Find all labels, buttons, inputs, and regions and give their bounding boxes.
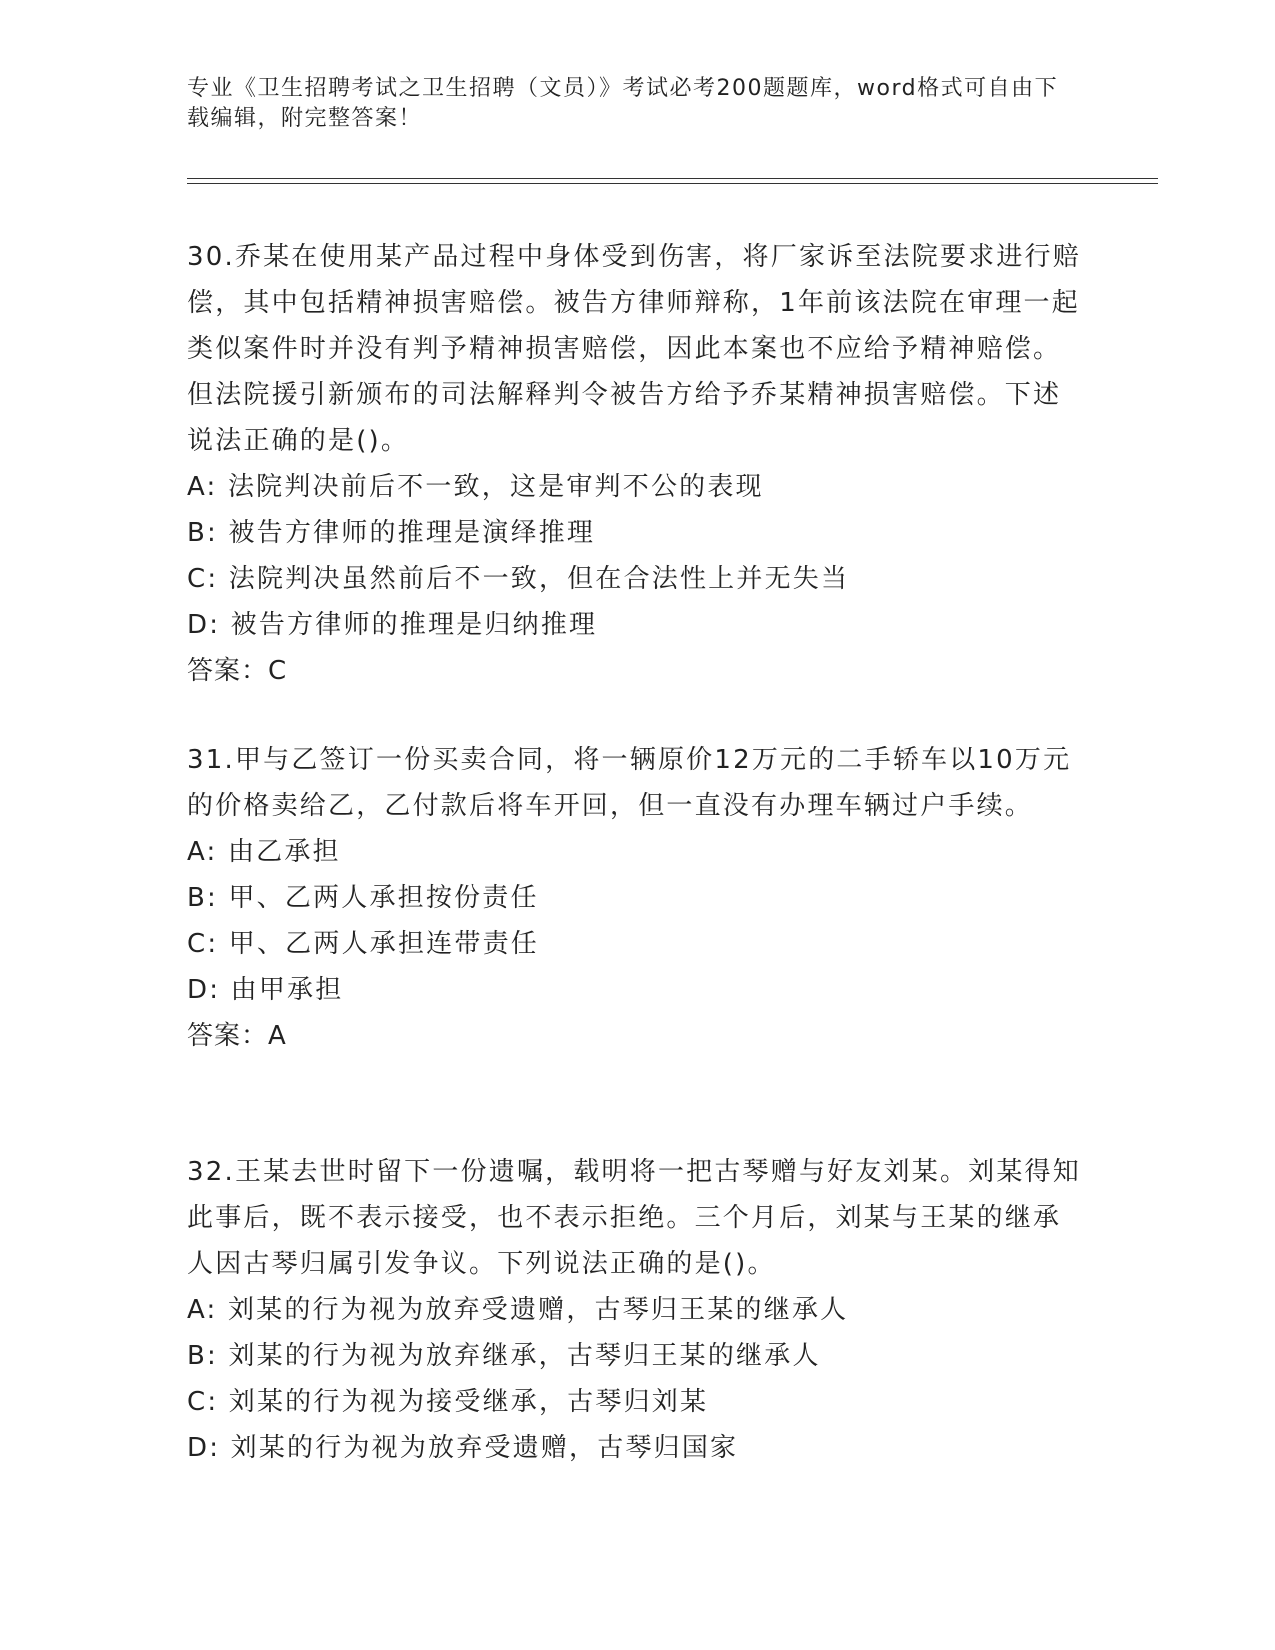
question-stem: 30.乔某在使用某产品过程中身体受到伤害，将厂家诉至法院要求进行赔偿，其中包括精神损害赔偿。被告方律师辩称，1年前该法院在审理一起类似案件时并没有判予精神损害赔偿，因此本案也不应给予精神赔偿。但法院援引新颁布的司法解释判令被告方给予乔某精神损害赔偿。下述说法正确的是()。: [187, 242, 1081, 456]
option-b: B: 刘某的行为视为放弃继承，古琴归王某的继承人: [187, 1341, 821, 1371]
option-c: C: 甲、乙两人承担连带责任: [187, 929, 539, 959]
option-c: C: 法院判决虽然前后不一致，但在合法性上并无失当: [187, 564, 850, 594]
document-header: 专业《卫生招聘考试之卫生招聘（文员）》考试必考200题题库，word格式可自由下载编辑，附完整答案！: [187, 76, 1059, 131]
option-d: D: 被告方律师的推理是归纳推理: [187, 610, 598, 640]
question-stem: 32.王某去世时留下一份遗嘱，载明将一把古琴赠与好友刘某。刘某得知此事后，既不表示接受，也不表示拒绝。三个月后，刘某与王某的继承人因古琴归属引发争议。下列说法正确的是()。: [187, 1157, 1081, 1279]
option-a: A: 由乙承担: [187, 837, 341, 867]
question-stem: 31.甲与乙签订一份买卖合同，将一辆原价12万元的二手轿车以10万元的价格卖给乙，乙付款后将车开回，但一直没有办理车辆过户手续。: [187, 745, 1072, 821]
header-divider-top: [187, 178, 1158, 179]
option-a: A: 刘某的行为视为放弃受遗赠，古琴归王某的继承人: [187, 1295, 849, 1325]
question-30: [187, 234, 1087, 694]
question-32: [187, 1149, 1087, 1471]
option-d: D: 刘某的行为视为放弃受遗赠，古琴归国家: [187, 1433, 739, 1463]
header-divider-bottom: [187, 183, 1158, 184]
option-a: A: 法院判决前后不一致，这是审判不公的表现: [187, 472, 764, 502]
question-31: [187, 737, 1087, 1059]
answer: 答案：A: [187, 1021, 287, 1051]
option-b: B: 被告方律师的推理是演绎推理: [187, 518, 596, 548]
option-b: B: 甲、乙两人承担按份责任: [187, 883, 539, 913]
answer: 答案：C: [187, 656, 288, 686]
option-d: D: 由甲承担: [187, 975, 344, 1005]
option-c: C: 刘某的行为视为接受继承，古琴归刘某: [187, 1387, 709, 1417]
